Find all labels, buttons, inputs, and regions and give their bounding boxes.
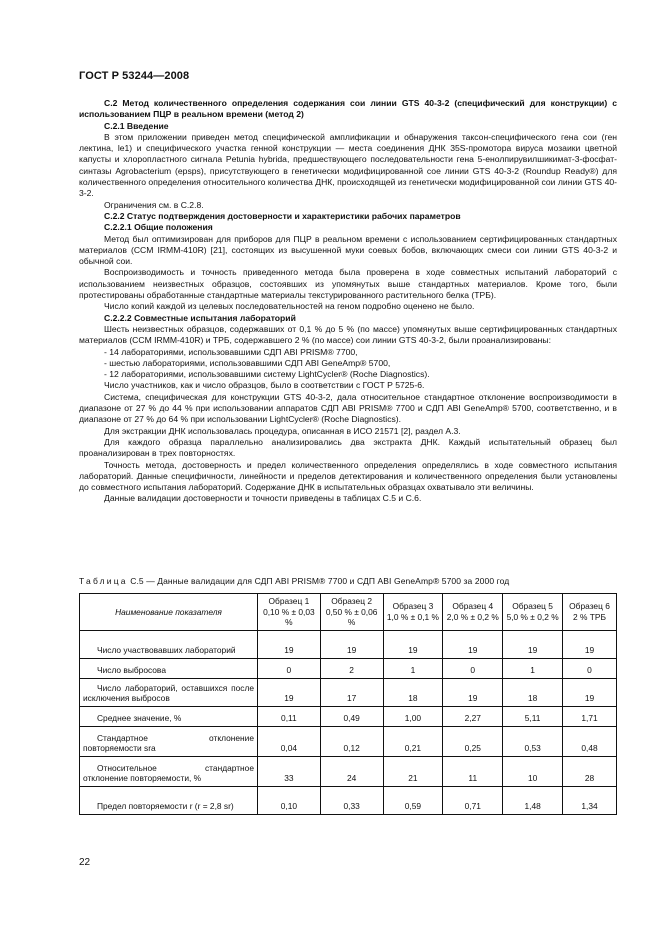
table-cell: 0,12: [320, 726, 383, 756]
column-header: Образец 5 5,0 % ± 0,2 %: [503, 594, 563, 631]
list-item: - шестью лабораториями, использовавшими СДП ABI GeneAmp® 5700,: [104, 357, 391, 368]
row-label: Относительное стандартное отклонение повторяемости, %: [80, 756, 258, 786]
table-cell: 11: [443, 756, 503, 786]
table-cell: 1,48: [503, 786, 563, 814]
section-c222-heading: С.2.2.2 Совместные испытания лабораторий: [104, 312, 296, 323]
paragraph: Система, специфическая для конструкции GTS 40-3-2, дала относительное стандартное отклонение воспроизводимости в диапазоне от 27 % до 44 % при использовании аппаратов СДП ABI PRISM® 7700 и СДП ABI GeneAmp® 5700, соответственно, и в диапазоне от 27 % до 64 % при использовании LightCycler® (Roche Diagnostics).: [79, 391, 617, 425]
table-cell: 0,33: [320, 786, 383, 814]
table-header-row: [80, 594, 617, 631]
paragraph: Воспроизводимость и точность приведенного метода была проверена в ходе совместных испытаний лабораторий с использованием неизвестных образцов, состоявших из упомянутых выше стандартных материалов. Кроме того, были протестированы обработанные стандартные материалы текстурированного растительного белка (ТРБ).: [79, 267, 617, 301]
table-cell: 19: [258, 630, 321, 658]
paragraph: Число участников, как и число образцов, было в соответствии с ГОСТ Р 5725-6.: [104, 380, 425, 391]
table-caption-label: Таблица: [79, 576, 128, 586]
table-row: [80, 706, 617, 726]
column-header: Образец 1 0,10 % ± 0,03 %: [258, 594, 321, 631]
table-row: [80, 678, 617, 706]
paragraph: Число копий каждой из целевых последовательностей на геном подробно оценено не было.: [104, 301, 475, 312]
table-row: [80, 658, 617, 678]
table-cell: 10: [503, 756, 563, 786]
paragraph: Для каждого образца параллельно анализировались два экстракта ДНК. Каждый испытательный образец был проанализирован в трех повторностях.: [79, 436, 617, 459]
table-cell: 19: [503, 630, 563, 658]
row-label: Число участвовавших лабораторий: [80, 630, 258, 658]
column-header: Образец 4 2,0 % ± 0,2 %: [443, 594, 503, 631]
table-caption: [79, 576, 509, 586]
page-number: 22: [79, 857, 91, 868]
row-label: Среднее значение, %: [80, 706, 258, 726]
table-cell: 33: [258, 756, 321, 786]
table-body: [80, 630, 617, 814]
table-cell: 0,21: [383, 726, 443, 756]
table-cell: 1: [383, 658, 443, 678]
table-cell: 1,00: [383, 706, 443, 726]
table-cell: 5,11: [503, 706, 563, 726]
table-cell: 18: [503, 678, 563, 706]
table-cell: 1,71: [563, 706, 617, 726]
row-label: Стандартное отклонение повторяемости sra: [80, 726, 258, 756]
table-cell: 28: [563, 756, 617, 786]
column-header: Образец 2 0,50 % ± 0,06 %: [320, 594, 383, 631]
table-cell: 0: [258, 658, 321, 678]
table-cell: 0,71: [443, 786, 503, 814]
row-label: Число лабораторий, оставшихся после исключения выбросов: [80, 678, 258, 706]
paragraph: Шесть неизвестных образцов, содержавших от 0,1 % до 5 % (по массе) упомянутых выше сертифицированных стандартных материалов (CCM IRMM-410R) и ТРБ, содержавшего 2 % (по массе) сои линии GTS 40-3-2, были проанализированы:: [79, 323, 617, 346]
section-c221-heading: С.2.2.1 Общие положения: [104, 222, 213, 233]
table-cell: 0,53: [503, 726, 563, 756]
table-cell: 19: [443, 678, 503, 706]
table-cell: 19: [258, 678, 321, 706]
table-cell: 19: [563, 678, 617, 706]
table-cell: 1,34: [563, 786, 617, 814]
table-cell: 17: [320, 678, 383, 706]
section-c22-heading: С.2.2 Статус подтверждения достоверности и характеристики рабочих параметров: [104, 210, 461, 221]
column-header: Образец 6 2 % ТРБ: [563, 594, 617, 631]
table-cell: 19: [383, 630, 443, 658]
table-cell: 0,10: [258, 786, 321, 814]
list-item: - 12 лабораториями, использовавшими систему LightCycler® (Roche Diagnostics).: [104, 369, 430, 380]
paragraph: Точность метода, достоверность и предел количественного определения определялись в ходе совместного испытания лабораторий. Данные специфичности, линейности и пределов детектирования и количественного определения были установлены до совместного испытания лабораторий. Содержание ДНК в испытательных образцах охватывало эти величины.: [79, 459, 617, 493]
table-cell: 0,59: [383, 786, 443, 814]
table-cell: 0: [563, 658, 617, 678]
section-c2-heading: С.2 Метод количественного определения содержания сои линии GTS 40-3-2 (специфический для конструкции) с использованием ПЦР в реальном времени (метод 2): [79, 98, 617, 120]
table-cell: 0,49: [320, 706, 383, 726]
list-item: - 14 лабораториями, использовавшими СДП ABI PRISM® 7700,: [104, 346, 358, 357]
table-cell: 2,27: [443, 706, 503, 726]
validation-table: [79, 593, 617, 815]
paragraph: Для экстракции ДНК использовалась процедура, описанная в ИСО 21571 [2], раздел А.3.: [104, 425, 461, 436]
table-cell: 0,25: [443, 726, 503, 756]
section-c21-heading: С.2.1 Введение: [104, 120, 169, 131]
row-label: Число выбросовa: [80, 658, 258, 678]
body-text: [79, 98, 617, 505]
paragraph: В этом приложении приведен метод специфической амплификации и обнаружения таксон-специфического гена сои (ген лектина, le1) и специфического участка генной конструкции — места соединения ДНК 35S-промотора вируса мозаики цветной капусты и хлоропластного сигнала Petunia hybrida, предшествующего последовательности гена 5-енолпирувилшикимат-3-фосфат-синтазы Agrobacterium (epsps), присутствующего в генетически модифицированной сое линии GTS 40-3-2 (Roundup Ready®) для количественного определения относительного количества ДНК, происходящей из генетически модифицированной сои линии GTS 40-3-2.: [79, 131, 617, 199]
table-cell: 1: [503, 658, 563, 678]
row-label: Предел повторяемости r (r = 2,8 sr): [80, 786, 258, 814]
table-row: [80, 786, 617, 814]
paragraph: Данные валидации достоверности и точности приведены в таблицах С.5 и С.6.: [104, 493, 422, 504]
table-cell: 2: [320, 658, 383, 678]
paragraph: Метод был оптимизирован для приборов для ПЦР в реальном времени с использованием сертифицированных стандартных материалов (CCM IRMM-410R) [21], состоящих из высушенной муки соевых бобов, включающих смеси сои линии GTS 40-3-2 и обычной сои.: [79, 233, 617, 267]
table-cell: 24: [320, 756, 383, 786]
table-row: [80, 756, 617, 786]
page-header-title: ГОСТ Р 53244—2008: [79, 70, 190, 82]
table-cell: 0,11: [258, 706, 321, 726]
table-caption-text: С.5 — Данные валидации для СДП ABI PRISM® 7700 и СДП ABI GeneAmp® 5700 за 2000 год: [130, 576, 510, 586]
column-header-name: Наименование показателя: [80, 594, 258, 631]
table-cell: 0,04: [258, 726, 321, 756]
table-cell: 19: [563, 630, 617, 658]
table-cell: 19: [320, 630, 383, 658]
table-cell: 19: [443, 630, 503, 658]
table-cell: 0: [443, 658, 503, 678]
table-row: [80, 726, 617, 756]
table-cell: 18: [383, 678, 443, 706]
table-cell: 21: [383, 756, 443, 786]
paragraph: Ограничения см. в С.2.8.: [104, 199, 204, 210]
column-header: Образец 3 1,0 % ± 0,1 %: [383, 594, 443, 631]
table-cell: 0,48: [563, 726, 617, 756]
table-row: [80, 630, 617, 658]
